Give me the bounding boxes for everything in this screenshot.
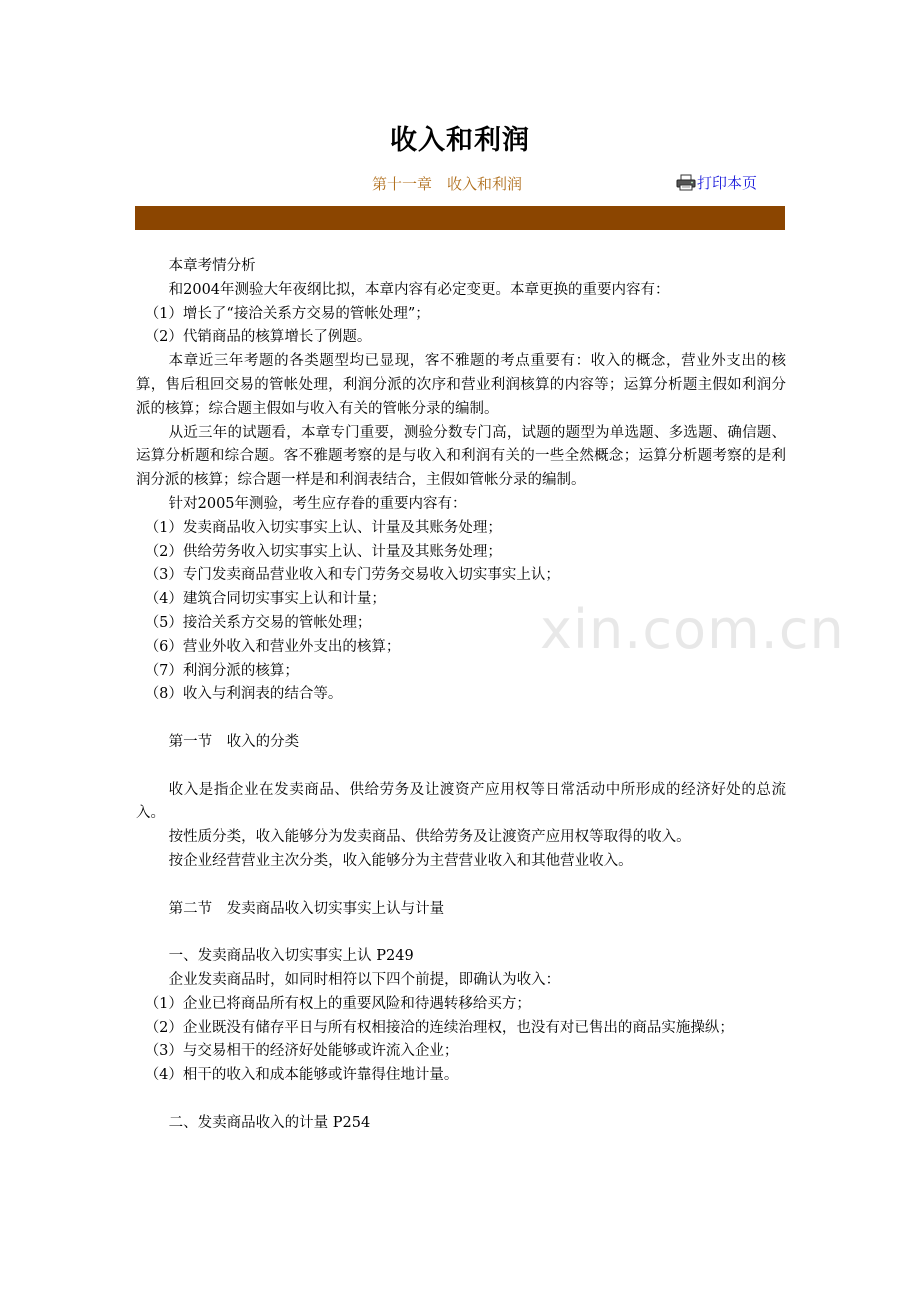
section-heading: 第二节 发卖商品收入切实事实上认与计量 [168,900,445,917]
paragraph: 从近三年的试题看，本章专门重要，测验分数专门高，试题的题型为单选题、多选题、确信题、运算分析题和综合题。客不雅题考察的是与收入和利润有关的一些全然概念；运算分析题考察的是利润分派的核算；综合题一样是和利润表结合，主假如管帐分录的编制。 [136,424,786,489]
list-item: （2）供给劳务收入切实事实上认、计量及其账务处理； [144,543,502,560]
list-item: （1）发卖商品收入切实事实上认、计量及其账务处理； [144,519,502,536]
paragraph: 企业发卖商品时，如同时相符以下四个前提，即确认为收入： [168,971,561,988]
paragraph: 收入是指企业在发卖商品、供给劳务及让渡资产应用权等日常活动中所形成的经济好处的总流入。 [136,781,786,822]
spacer [136,921,786,945]
spacer [136,755,786,779]
page-title: 收入和利润 [390,125,530,156]
list-item: （4）建筑合同切实事实上认和计量； [144,591,386,608]
print-page-label[interactable]: 打印本页 [697,174,758,192]
list-item: （8）收入与利润表的结合等。 [144,686,343,703]
paragraph: 针对2005年测验，考生应存眷的重要内容有： [168,495,467,512]
list-item: （7）利润分派的核算； [144,662,299,679]
list-item: （1）增长了“接洽关系方交易的管帐处理”； [144,305,430,322]
list-item: （3）与交易相干的经济好处能够或许流入企业； [144,1043,459,1060]
section-heading: 本章考情分析 [168,258,256,274]
list-item: （5）接洽关系方交易的管帐处理； [144,614,372,631]
spacer [136,1088,786,1112]
printer-icon [676,174,696,191]
list-item: （2）企业既没有储存平日与所有权相接洽的连续治理权，也没有对已售出的商品实施操纵； [144,1019,734,1036]
list-item: （6）营业外收入和营业外支出的核算； [144,638,401,655]
list-item: （1）企业已将商品所有权上的重要风险和待遇转移给买方； [144,995,531,1012]
subsection-heading: 一、发卖商品收入切实事实上认 P249 [168,948,414,965]
paragraph: 按性质分类，收入能够分为发卖商品、供给劳务及让渡资产应用权等取得的收入。 [168,829,691,846]
list-item: （3）专门发卖商品营业收入和专门劳务交易收入切实事实上认； [144,567,560,584]
header-divider-bar [135,206,785,230]
article-body [136,255,786,1135]
list-item: （4）相干的收入和成本能够或许靠得住地计量。 [144,1067,459,1084]
list-item: （2）代销商品的核算增长了例题。 [144,329,372,346]
subsection-heading: 二、发卖商品收入的计量 P254 [168,1114,371,1131]
spacer [136,874,786,898]
paragraph: 和2004年测验大年夜纲比拟，本章内容有必定变更。本章更换的重要内容有： [168,281,670,298]
watermark: xin.com.cn [540,598,845,661]
section-heading: 第一节 收入的分类 [168,733,300,750]
paragraph: 按企业经营营业主次分类，收入能够分为主营营业收入和其他营业收入。 [168,852,633,869]
print-page-link[interactable] [676,172,757,193]
chapter-subtitle: 第十一章 收入和利润 [372,175,523,193]
paragraph: 本章近三年考题的各类题型均已显现，客不雅题的考点重要有：收入的概念，营业外支出的核算，售后租回交易的管帐处理，利润分派的次序和营业利润核算的内容等；运算分析题主假如利润分派的核算；综合题主假如与收入有关的管帐分录的编制。 [136,353,786,417]
spacer [136,707,786,731]
